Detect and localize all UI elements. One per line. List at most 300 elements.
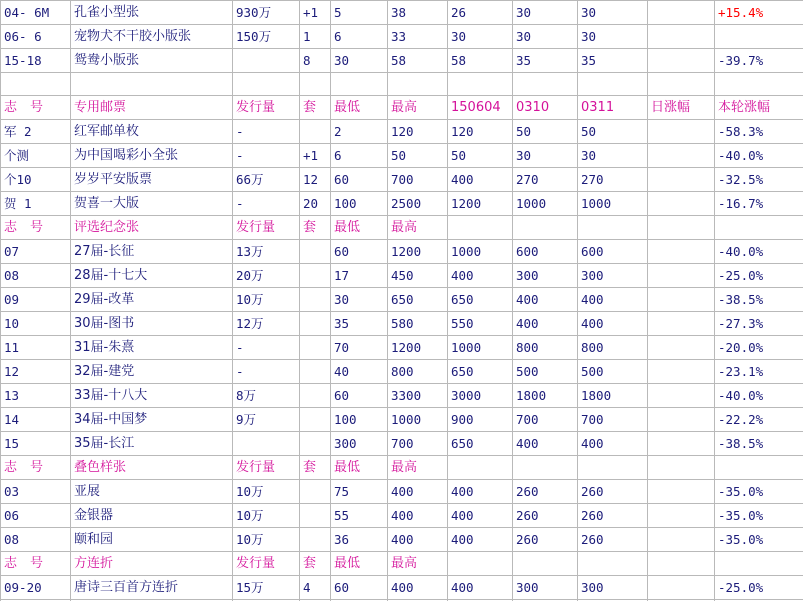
cell-col-min[interactable]: 最低 [331,552,388,576]
table-row [1,408,803,432]
cell-col-round[interactable]: -22.2% [715,408,803,432]
cell-col-0310[interactable]: 1000 [513,192,578,216]
cell-col-round[interactable]: -16.7% [715,192,803,216]
cell-col-issue[interactable]: 150万 [233,25,300,49]
cell-col-150604[interactable]: 150604 [448,96,513,120]
cell-col-issue[interactable]: - [233,360,300,384]
cell-col-round[interactable] [715,25,803,49]
table-row [1,432,803,456]
cell-col-0310[interactable]: 35 [513,49,578,73]
cell-col-id[interactable]: 志 号 [1,456,71,480]
cell-col-0311[interactable] [578,456,648,480]
cell-col-0311[interactable]: 260 [578,528,648,552]
cell-col-daily[interactable] [648,576,715,600]
cell-col-max[interactable]: 400 [388,576,448,600]
cell-col-0311[interactable]: 30 [578,25,648,49]
cell-col-0310[interactable]: 1800 [513,384,578,408]
cell-col-max[interactable]: 33 [388,25,448,49]
cell-col-min[interactable]: 55 [331,504,388,528]
cell-col-round[interactable] [715,552,803,576]
cell-col-150604[interactable]: 650 [448,432,513,456]
table-row [1,168,803,192]
cell-col-id[interactable]: 04- 6M [1,1,71,25]
cell-col-name[interactable]: 方连折 [71,552,233,576]
cell-col-max[interactable]: 最高 [388,216,448,240]
cell-col-name[interactable]: 29届-改革 [71,288,233,312]
cell-col-min[interactable]: 60 [331,384,388,408]
cell-col-max[interactable]: 800 [388,360,448,384]
cell-col-min[interactable]: 最低 [331,456,388,480]
cell-col-round[interactable]: -39.7% [715,49,803,73]
cell-col-name[interactable]: 34届-中国梦 [71,408,233,432]
cell-col-150604[interactable] [448,456,513,480]
cell-col-0310[interactable]: 30 [513,144,578,168]
section-header-row [1,216,803,240]
table-row [1,288,803,312]
cell-col-150604[interactable]: 1000 [448,240,513,264]
cell-col-daily[interactable] [648,480,715,504]
cell-col-round[interactable]: -35.0% [715,480,803,504]
cell-col-set[interactable]: 套 [300,552,331,576]
cell-col-0310[interactable]: 300 [513,576,578,600]
cell-col-max[interactable]: 最高 [388,552,448,576]
cell-col-issue[interactable]: 15万 [233,576,300,600]
cell-col-0311[interactable]: 270 [578,168,648,192]
cell-col-daily[interactable] [648,25,715,49]
cell-col-150604[interactable]: 1000 [448,336,513,360]
cell-col-max[interactable]: 最高 [388,456,448,480]
cell-col-daily[interactable] [648,264,715,288]
cell-col-0311[interactable] [578,73,648,96]
cell-col-name[interactable]: 孔雀小型张 [71,1,233,25]
cell-col-150604[interactable] [448,216,513,240]
cell-col-set[interactable]: 套 [300,456,331,480]
cell-col-min[interactable]: 60 [331,240,388,264]
cell-col-name[interactable]: 33届-十八大 [71,384,233,408]
cell-col-150604[interactable] [448,552,513,576]
cell-col-id[interactable]: 15 [1,432,71,456]
cell-col-issue[interactable] [233,49,300,73]
cell-col-0310[interactable]: 800 [513,336,578,360]
cell-col-set[interactable] [300,120,331,144]
cell-col-max[interactable]: 700 [388,168,448,192]
cell-col-round[interactable]: -58.3% [715,120,803,144]
cell-col-0310[interactable]: 50 [513,120,578,144]
cell-col-name[interactable]: 颐和园 [71,528,233,552]
cell-col-0310[interactable] [513,456,578,480]
cell-col-0311[interactable]: 35 [578,49,648,73]
cell-col-issue[interactable]: - [233,144,300,168]
cell-col-150604[interactable]: 400 [448,528,513,552]
cell-col-150604[interactable]: 400 [448,168,513,192]
cell-col-id[interactable]: 06- 6 [1,25,71,49]
cell-col-150604[interactable]: 400 [448,264,513,288]
table-row [1,120,803,144]
cell-col-set[interactable]: 套 [300,96,331,120]
cell-col-min[interactable]: 40 [331,360,388,384]
cell-col-round[interactable]: -38.5% [715,432,803,456]
cell-col-max[interactable]: 38 [388,1,448,25]
cell-col-min[interactable]: 最低 [331,96,388,120]
cell-col-150604[interactable]: 30 [448,25,513,49]
cell-col-issue[interactable]: 66万 [233,168,300,192]
cell-col-issue[interactable]: - [233,336,300,360]
section-header-row [1,552,803,576]
cell-col-name[interactable]: 亚展 [71,480,233,504]
cell-col-min[interactable]: 70 [331,336,388,360]
cell-col-set[interactable] [300,240,331,264]
cell-col-max[interactable]: 1200 [388,336,448,360]
cell-col-150604[interactable]: 58 [448,49,513,73]
cell-col-name[interactable]: 31届-朱熹 [71,336,233,360]
cell-col-issue[interactable]: 发行量 [233,216,300,240]
table-row [1,504,803,528]
cell-col-daily[interactable]: 日涨幅 [648,96,715,120]
cell-col-round[interactable]: -20.0% [715,336,803,360]
cell-col-max[interactable]: 50 [388,144,448,168]
cell-col-max[interactable]: 700 [388,432,448,456]
cell-col-min[interactable]: 6 [331,144,388,168]
cell-col-daily[interactable] [648,288,715,312]
cell-col-daily[interactable] [648,528,715,552]
cell-col-daily[interactable] [648,192,715,216]
cell-col-id[interactable]: 志 号 [1,552,71,576]
cell-col-set[interactable] [300,528,331,552]
cell-col-set[interactable] [300,432,331,456]
cell-col-id[interactable]: 13 [1,384,71,408]
cell-col-0311[interactable]: 500 [578,360,648,384]
cell-col-150604[interactable]: 400 [448,576,513,600]
cell-col-max[interactable]: 58 [388,49,448,73]
cell-col-set[interactable] [300,504,331,528]
cell-col-round[interactable]: -40.0% [715,384,803,408]
cell-col-daily[interactable] [648,456,715,480]
cell-col-id[interactable]: 个10 [1,168,71,192]
table-row [1,1,803,25]
cell-col-0310[interactable]: 600 [513,240,578,264]
cell-col-0310[interactable] [513,216,578,240]
table-row [1,192,803,216]
cell-col-0310[interactable]: 0310 [513,96,578,120]
cell-col-min[interactable]: 最低 [331,216,388,240]
cell-col-set[interactable]: 1 [300,25,331,49]
cell-col-set[interactable]: 20 [300,192,331,216]
table-row [1,528,803,552]
cell-col-0310[interactable]: 30 [513,1,578,25]
cell-col-id[interactable]: 03 [1,480,71,504]
cell-col-0311[interactable]: 600 [578,240,648,264]
cell-col-id[interactable]: 14 [1,408,71,432]
cell-col-name[interactable]: 35届-长江 [71,432,233,456]
cell-col-max[interactable] [388,73,448,96]
cell-col-0311[interactable]: 50 [578,120,648,144]
table-row [1,49,803,73]
cell-col-max[interactable]: 400 [388,504,448,528]
cell-col-max[interactable]: 1200 [388,240,448,264]
cell-col-0310[interactable]: 300 [513,264,578,288]
cell-col-daily[interactable] [648,73,715,96]
cell-col-0310[interactable]: 270 [513,168,578,192]
cell-col-0311[interactable]: 30 [578,1,648,25]
cell-col-issue[interactable]: 10万 [233,288,300,312]
cell-col-name[interactable]: 30届-图书 [71,312,233,336]
cell-col-0310[interactable]: 400 [513,432,578,456]
cell-col-150604[interactable]: 1200 [448,192,513,216]
cell-col-set[interactable] [300,384,331,408]
table-row [1,240,803,264]
cell-col-150604[interactable]: 650 [448,360,513,384]
cell-col-0311[interactable]: 1000 [578,192,648,216]
cell-col-150604[interactable]: 3000 [448,384,513,408]
cell-col-0311[interactable]: 0311 [578,96,648,120]
table-row [1,312,803,336]
cell-col-set[interactable] [300,480,331,504]
cell-col-150604[interactable]: 400 [448,480,513,504]
cell-col-0311[interactable]: 300 [578,576,648,600]
cell-col-daily[interactable] [648,432,715,456]
cell-col-150604[interactable]: 120 [448,120,513,144]
cell-col-set[interactable]: +1 [300,144,331,168]
cell-col-min[interactable]: 35 [331,312,388,336]
cell-col-min[interactable]: 100 [331,192,388,216]
cell-col-0310[interactable]: 700 [513,408,578,432]
cell-col-min[interactable]: 300 [331,432,388,456]
cell-col-0311[interactable]: 300 [578,264,648,288]
cell-col-0310[interactable]: 260 [513,504,578,528]
cell-col-round[interactable]: 本轮涨幅 [715,96,803,120]
cell-col-150604[interactable]: 900 [448,408,513,432]
cell-col-name[interactable]: 宠物犬不干胶小版张 [71,25,233,49]
cell-col-round[interactable]: -38.5% [715,288,803,312]
cell-col-id[interactable]: 志 号 [1,216,71,240]
cell-col-name[interactable]: 红军邮单枚 [71,120,233,144]
cell-col-0311[interactable]: 700 [578,408,648,432]
cell-col-150604[interactable]: 650 [448,288,513,312]
cell-col-max[interactable]: 400 [388,528,448,552]
blank-row [1,73,803,96]
cell-col-id[interactable]: 军 2 [1,120,71,144]
cell-col-id[interactable]: 08 [1,264,71,288]
cell-col-issue[interactable]: 930万 [233,1,300,25]
cell-col-daily[interactable] [648,120,715,144]
cell-col-0310[interactable]: 500 [513,360,578,384]
cell-col-0310[interactable]: 30 [513,25,578,49]
cell-col-issue[interactable]: 发行量 [233,96,300,120]
cell-col-0310[interactable] [513,552,578,576]
table-row [1,336,803,360]
cell-col-min[interactable]: 30 [331,288,388,312]
cell-col-set[interactable] [300,360,331,384]
cell-col-id[interactable]: 07 [1,240,71,264]
cell-col-max[interactable]: 650 [388,288,448,312]
table-row [1,264,803,288]
table-row [1,576,803,600]
cell-col-issue[interactable]: 13万 [233,240,300,264]
cell-col-id[interactable]: 08 [1,528,71,552]
cell-col-min[interactable]: 60 [331,576,388,600]
cell-col-id[interactable]: 个测 [1,144,71,168]
cell-col-name[interactable]: 金银器 [71,504,233,528]
cell-col-set[interactable] [300,312,331,336]
cell-col-name[interactable]: 评选纪念张 [71,216,233,240]
cell-col-0311[interactable]: 400 [578,288,648,312]
table-row [1,480,803,504]
cell-col-name[interactable] [71,73,233,96]
cell-col-name[interactable]: 岁岁平安版票 [71,168,233,192]
cell-col-daily[interactable] [648,504,715,528]
cell-col-id[interactable]: 06 [1,504,71,528]
cell-col-round[interactable] [715,456,803,480]
cell-col-daily[interactable] [648,49,715,73]
cell-col-round[interactable]: -25.0% [715,576,803,600]
cell-col-name[interactable]: 鸳鸯小版张 [71,49,233,73]
cell-col-id[interactable]: 志 号 [1,96,71,120]
cell-col-max[interactable]: 120 [388,120,448,144]
cell-col-issue[interactable] [233,73,300,96]
cell-col-0311[interactable]: 800 [578,336,648,360]
cell-col-min[interactable]: 17 [331,264,388,288]
table-row [1,25,803,49]
cell-col-set[interactable] [300,336,331,360]
cell-col-set[interactable] [300,408,331,432]
cell-col-id[interactable]: 贺 1 [1,192,71,216]
cell-col-min[interactable]: 75 [331,480,388,504]
cell-col-id[interactable]: 09-20 [1,576,71,600]
cell-col-0311[interactable]: 400 [578,312,648,336]
cell-col-min[interactable]: 60 [331,168,388,192]
table-row [1,144,803,168]
cell-col-set[interactable] [300,288,331,312]
cell-col-issue[interactable]: 10万 [233,504,300,528]
cell-col-max[interactable]: 3300 [388,384,448,408]
cell-col-min[interactable]: 100 [331,408,388,432]
cell-col-set[interactable]: +1 [300,1,331,25]
cell-col-id[interactable]: 09 [1,288,71,312]
section-header-row [1,96,803,120]
section-header-row [1,456,803,480]
cell-col-set[interactable]: 套 [300,216,331,240]
cell-col-0310[interactable]: 260 [513,480,578,504]
cell-col-name[interactable]: 为中国喝彩小全张 [71,144,233,168]
cell-col-0311[interactable]: 400 [578,432,648,456]
cell-col-issue[interactable]: 8万 [233,384,300,408]
cell-col-issue[interactable]: 10万 [233,480,300,504]
cell-col-0310[interactable]: 400 [513,288,578,312]
cell-col-0311[interactable] [578,216,648,240]
cell-col-name[interactable]: 27届-长征 [71,240,233,264]
cell-col-150604[interactable] [448,73,513,96]
cell-col-issue[interactable]: 发行量 [233,552,300,576]
cell-col-set[interactable]: 8 [300,49,331,73]
cell-col-round[interactable] [715,73,803,96]
cell-col-min[interactable]: 2 [331,120,388,144]
cell-col-id[interactable]: 10 [1,312,71,336]
cell-col-round[interactable]: -32.5% [715,168,803,192]
cell-col-0311[interactable]: 260 [578,480,648,504]
cell-col-issue[interactable]: 10万 [233,528,300,552]
cell-col-min[interactable]: 5 [331,1,388,25]
cell-col-round[interactable]: -23.1% [715,360,803,384]
cell-col-set[interactable]: 12 [300,168,331,192]
cell-col-0310[interactable]: 400 [513,312,578,336]
cell-col-daily[interactable] [648,360,715,384]
cell-col-daily[interactable] [648,408,715,432]
cell-col-min[interactable]: 30 [331,49,388,73]
cell-col-max[interactable]: 580 [388,312,448,336]
cell-col-issue[interactable]: 发行量 [233,456,300,480]
cell-col-max[interactable]: 2500 [388,192,448,216]
cell-col-issue[interactable]: - [233,192,300,216]
cell-col-daily[interactable] [648,1,715,25]
cell-col-name[interactable]: 32届-建党 [71,360,233,384]
cell-col-max[interactable]: 最高 [388,96,448,120]
cell-col-issue[interactable] [233,432,300,456]
cell-col-0310[interactable]: 260 [513,528,578,552]
cell-col-daily[interactable] [648,168,715,192]
table-row [1,384,803,408]
cell-col-issue[interactable]: - [233,120,300,144]
cell-col-set[interactable]: 4 [300,576,331,600]
cell-col-issue[interactable]: 12万 [233,312,300,336]
cell-col-min[interactable]: 6 [331,25,388,49]
table-row [1,360,803,384]
cell-col-150604[interactable]: 400 [448,504,513,528]
cell-col-id[interactable]: 11 [1,336,71,360]
cell-col-daily[interactable] [648,312,715,336]
cell-col-0311[interactable]: 1800 [578,384,648,408]
cell-col-issue[interactable]: 9万 [233,408,300,432]
cell-col-name[interactable]: 唐诗三百首方连折 [71,576,233,600]
cell-col-0311[interactable]: 30 [578,144,648,168]
cell-col-150604[interactable]: 50 [448,144,513,168]
cell-col-set[interactable] [300,73,331,96]
cell-col-round[interactable]: -40.0% [715,240,803,264]
cell-col-daily[interactable] [648,384,715,408]
cell-col-round[interactable] [715,216,803,240]
cell-col-name[interactable]: 专用邮票 [71,96,233,120]
cell-col-daily[interactable] [648,216,715,240]
cell-col-set[interactable] [300,264,331,288]
cell-col-round[interactable]: -25.0% [715,264,803,288]
cell-col-round[interactable]: -27.3% [715,312,803,336]
cell-col-min[interactable]: 36 [331,528,388,552]
cell-col-daily[interactable] [648,552,715,576]
cell-col-round[interactable]: +15.4% [715,1,803,25]
cell-col-name[interactable]: 28届-十七大 [71,264,233,288]
cell-col-round[interactable]: -40.0% [715,144,803,168]
cell-col-150604[interactable]: 26 [448,1,513,25]
cell-col-issue[interactable]: 20万 [233,264,300,288]
cell-col-id[interactable]: 15-18 [1,49,71,73]
cell-col-max[interactable]: 1000 [388,408,448,432]
cell-col-0310[interactable] [513,73,578,96]
cell-col-name[interactable]: 叠色样张 [71,456,233,480]
cell-col-round[interactable]: -35.0% [715,528,803,552]
cell-col-id[interactable]: 12 [1,360,71,384]
cell-col-daily[interactable] [648,144,715,168]
cell-col-0311[interactable]: 260 [578,504,648,528]
cell-col-max[interactable]: 400 [388,480,448,504]
cell-col-max[interactable]: 450 [388,264,448,288]
cell-col-0311[interactable] [578,552,648,576]
cell-col-daily[interactable] [648,240,715,264]
cell-col-id[interactable] [1,73,71,96]
cell-col-min[interactable] [331,73,388,96]
cell-col-round[interactable]: -35.0% [715,504,803,528]
cell-col-name[interactable]: 贺喜一大版 [71,192,233,216]
cell-col-daily[interactable] [648,336,715,360]
cell-col-150604[interactable]: 550 [448,312,513,336]
